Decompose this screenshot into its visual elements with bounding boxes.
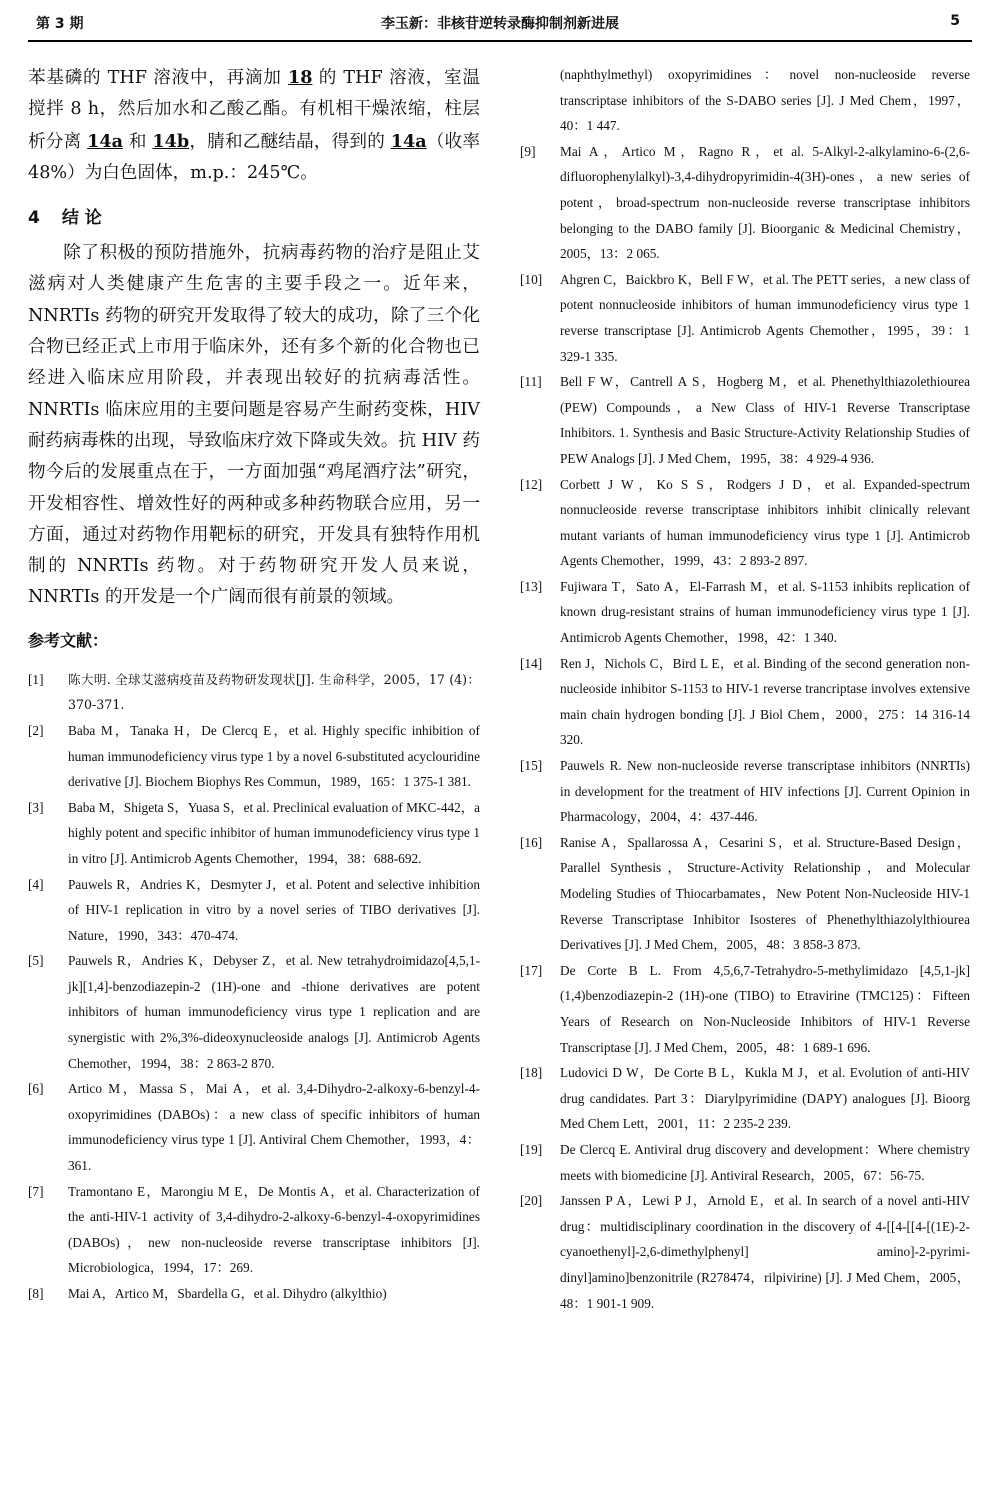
reference-item [520, 472, 970, 574]
reference-number: [7] [28, 1183, 44, 1199]
intro-text: （收率 48%）为白色固体，m.p.：245℃。 [28, 131, 481, 183]
reference-item [28, 1076, 480, 1178]
intro-paragraph [28, 62, 480, 189]
reference-item [520, 830, 970, 958]
issue-number: 第 3 期 [36, 16, 84, 32]
reference-text: Bell F W，Cantrell A S，Hogberg M，et al. Phenethylthiazolethiourea (PEW) Compounds，a New Class of HIV-1 Reverse Transcriptase Inhibitors. 1. Synthesis and Basic Structure-Activity Relationship Studies of PEW Analogs [J]. J Med Chem，1995，38：4 929-4 936. [560, 374, 970, 466]
reference-text: Artico M，Massa S，Mai A，et al. 3,4-Dihydro-2-alkoxy-6-benzyl-4-oxopyrimidines (DABOs)：a new class of specific inhibitors of human immunodeficiency virus type 1 [J]. Antiviral Chem Chemother，1993，4：361. [68, 1081, 480, 1174]
reference-text: De Corte B L. From 4,5,6,7-Tetrahydro-5-methylimidazo [4,5,1-jk] (1,4)benzodiazepin-2 (1H)-one (TIBO) to Etravirine (TMC125)：Fifteen Years of Research on Non-Nucleoside Inhibitors of HIV-1 Reverse Transcriptase [J]. J Med Chem，2005，48：1 689-1 696. [560, 962, 970, 1055]
reference-text: Baba M，Shigeta S，Yuasa S，et al. Preclinical evaluation of MKC-442，a highly potent and specific inhibitor of human immunodeficiency virus type 1 in vitro [J]. Antimicrob Agents Chemother，1994，38：688-692. [68, 799, 480, 866]
left-column [28, 62, 480, 1307]
reference-text: Corbett J W，Ko S S，Rodgers J D，et al. Expanded-spectrum nonnucleoside reverse transcriptase inhibitors inhibit clinically relevant mutant variants of human immunodeficiency virus type 1 [J]. Antimicrob Agents Chemother，1999，43：2 893-2 897. [560, 476, 970, 569]
reference-item [520, 1060, 970, 1137]
intro-text: 和 [123, 131, 153, 152]
reference-item [520, 753, 970, 830]
reference-number: [6] [28, 1081, 44, 1097]
reference-text: Mai A，Artico M，Sbardella G，et al. Dihydro (alkylthio) [68, 1286, 387, 1301]
references-title: 参考文献： [28, 630, 109, 650]
section-number: 4 [28, 208, 40, 229]
reference-text: Ren J，Nichols C，Bird L E，et al. Binding of the second generation non-nucleoside inhibitor S-1153 to HIV-1 reverse trancriptase involves extensive main chain hydrogen bonding [J]. J Biol Chem，2000，275：14 316-14 320. [560, 655, 970, 748]
reference-text: Pauwels R，Andries K，Debyser Z，et al. New tetrahydroimidazo[4,5,1-jk][1,4]-benzodiazepin-2 (1H)-one and -thione derivatives are potent inhibitors of human immunodeficiency virus type 1 replication and are synergistic with 2%,3%-dideoxynucleoside analogs [J]. Antimicrob Agents Chemother，1994，38：2 863-2 870. [68, 953, 480, 1071]
reference-item [520, 958, 970, 1060]
reference-number: [19] [520, 1141, 543, 1157]
reference-number: [12] [520, 476, 543, 492]
reference-number: [2] [28, 722, 44, 738]
reference-text: Baba M，Tanaka H，De Clercq E，et al. Highly specific inhibition of human immunodeficiency virus type 1 by a novel 6-substituted acyclouridine derivative [J]. Biochem Biophys Res Commun，1989，165：1 375-1 381. [68, 722, 480, 790]
intro-text: 苯基磷的 THF 溶液中，再滴加 [28, 68, 288, 88]
reference-number: [5] [28, 953, 44, 969]
reference-item [28, 1179, 480, 1281]
page-header [28, 0, 972, 42]
reference-item [520, 651, 970, 753]
intro-text: 的 THF 溶液，室温搅拌 8 h，然后加水和乙酸乙酯。有机相干燥浓缩，柱层析分离 [28, 68, 480, 152]
reference-text: 陈大明. 全球艾滋病疫苗及药物研发现状[J]. 生命科学，2005，17 (4)：370-371. [68, 671, 480, 713]
reference-item [520, 369, 970, 471]
reference-number: [11] [520, 374, 542, 390]
reference-item [28, 718, 480, 795]
reference-number: [16] [520, 834, 543, 850]
page-number: 5 [950, 13, 960, 29]
reference-item [28, 795, 480, 872]
compound-label: 14a [87, 130, 124, 152]
reference-number: [17] [520, 962, 543, 978]
reference-text: Ludovici D W，De Corte B L，Kukla M J，et al. Evolution of anti-HIV drug candidates. Part 3：Diarylpyrimidine (DAPY) analogues [J]. Bioorg Med Chem Lett，2001，11：2 235-2 239. [560, 1065, 970, 1132]
compound-label: 14b [152, 130, 190, 152]
reference-item [520, 267, 970, 369]
reference-number: [18] [520, 1065, 543, 1081]
conclusion-paragraph: 除了积极的预防措施外，抗病毒药物的治疗是阻止艾滋病对人类健康产生危害的主要手段之一。近年来，NNRTIs 药物的研究开发取得了较大的成功，除了三个化合物已经正式上市用于临床外，还有多个新的化合物也已经进入临床应用阶段，并表现出较好的抗病毒活性。NNRTIs 临床应用的主要问题是容易产生耐药变株，HIV 耐药病毒株的出现，导致临床疗效下降或失效。抗 HIV 药物今后的发展重点在于，一方面加强“鸡尾酒疗法”研究，开发相容性、增效性好的两种或多种药物联合应用，另一方面，通过对药物作用靶标的研究，开发具有独特作用机制的 NNRTIs 药物。对于药物研究开发人员来说，NNRTIs 的开发是一个广阔而很有前景的领域。 [28, 243, 480, 608]
reference-item [520, 1137, 970, 1188]
compound-label: 18 [287, 67, 313, 88]
reference-number: [1] [28, 671, 44, 687]
reference-number: [8] [28, 1286, 44, 1301]
reference-continuation: (naphthylmethyl) oxopyrimidines：novel non-nucleoside reverse transcriptase inhibitors of the S-DABO series [J]. J Med Chem，1997，40：1 447. [560, 67, 970, 134]
reference-text: Ahgren C，Baickbro K，Bell F W，et al. The PETT series，a new class of potent nonnucleoside inhibitors of human immunodeficiency virus type 1 reverse transcriptase [J]. Antimicrob Agents Chemother，1995，39：1 329-1 335. [560, 271, 970, 364]
reference-number: [10] [520, 271, 543, 287]
reference-text: De Clercq E. Antiviral drug discovery and development：Where chemistry meets with biomedicine [J]. Antiviral Research，2005，67：56-75. [560, 1141, 970, 1183]
section-title: 结 论 [61, 208, 102, 229]
references-list-right [520, 139, 970, 1316]
reference-text: Fujiwara T，Sato A，El-Farrash M，et al. S-1153 inhibits replication of known drug-resistant strains of human immunodeficiency virus type 1 [J]. Antimicrob Agents Chemother，1998，42：1 340. [560, 578, 970, 646]
reference-item [28, 872, 480, 949]
reference-item [28, 667, 480, 718]
reference-number: [20] [520, 1193, 543, 1209]
reference-item [520, 139, 970, 267]
compound-label: 14a [390, 130, 427, 152]
reference-number: [13] [520, 578, 543, 594]
section-heading [28, 203, 480, 228]
reference-text: Mai A，Artico M，Ragno R，et al. 5-Alkyl-2-alkylamino-6-(2,6-difluorophenylalkyl)-3,4-dihydropyrimidin-4(3H)-ones，a new series of potent，broad-spectrum non-nucleoside reverse transcriptase inhibitors belonging to the DABO family [J]. Bioorganic & Medicinal Chemistry，2005，13：2 065. [560, 143, 970, 262]
reference-item [28, 1281, 480, 1307]
intro-text: ，腈和乙醚结晶，得到的 [189, 131, 391, 152]
reference-number: [14] [520, 655, 543, 671]
reference-item [520, 1188, 970, 1316]
reference-text: Pauwels R. New non-nucleoside reverse transcriptase inhibitors (NNRTIs) in development for the treatment of HIV infections [J]. Current Opinion in Pharmacology，2004，4：437-446. [560, 758, 970, 825]
references-list-left [28, 667, 480, 1307]
running-title: 李玉新：非核苷逆转录酶抑制剂新进展 [381, 16, 619, 32]
reference-number: [15] [520, 758, 543, 774]
reference-text: Janssen P A，Lewi P J，Arnold E，et al. In search of a novel anti-HIV drug：multidisciplinary coordination in the discovery of 4-[[4-[[4-[(1E)-2-cyanoethenyl]-2,6-dimethylphenyl] amino]-2-pyrimi-dinyl]amino]benzonitrile (R278474，rilpivirine) [J]. J Med Chem，2005，48：1 901-1 909. [560, 1193, 970, 1311]
reference-number: [3] [28, 799, 44, 815]
reference-number: [4] [28, 876, 44, 892]
reference-text: Tramontano E，Marongiu M E，De Montis A，et al. Characterization of the anti-HIV-1 activity of 3,4-dihydro-2-alkoxy-6-benzyl-4-oxopyrimidines (DABOs)，new non-nucleoside reverse transcriptase inhibitors [J]. Microbiologica，1994，17：269. [68, 1183, 480, 1276]
reference-number: [9] [520, 143, 536, 159]
reference-text: Ranise A，Spallarossa A，Cesarini S，et al. Structure-Based Design，Parallel Synthesis，Structure-Activity Relationship，and Molecular Modeling Studies of Thiocarbamates，New Potent Non-Nucleoside HIV-1 Reverse Transcriptase Inhibitor Isosteres of Phenethylthiazolylthiourea Derivatives [J]. J Med Chem，2005，48：3 858-3 873. [560, 834, 970, 953]
reference-item [520, 574, 970, 651]
reference-text: Pauwels R，Andries K，Desmyter J，et al. Potent and selective inhibition of HIV-1 replication in vitro by a novel series of TIBO derivatives [J]. Nature，1990，343：470-474. [68, 876, 480, 943]
right-column [520, 62, 970, 1316]
reference-item [28, 948, 480, 1076]
